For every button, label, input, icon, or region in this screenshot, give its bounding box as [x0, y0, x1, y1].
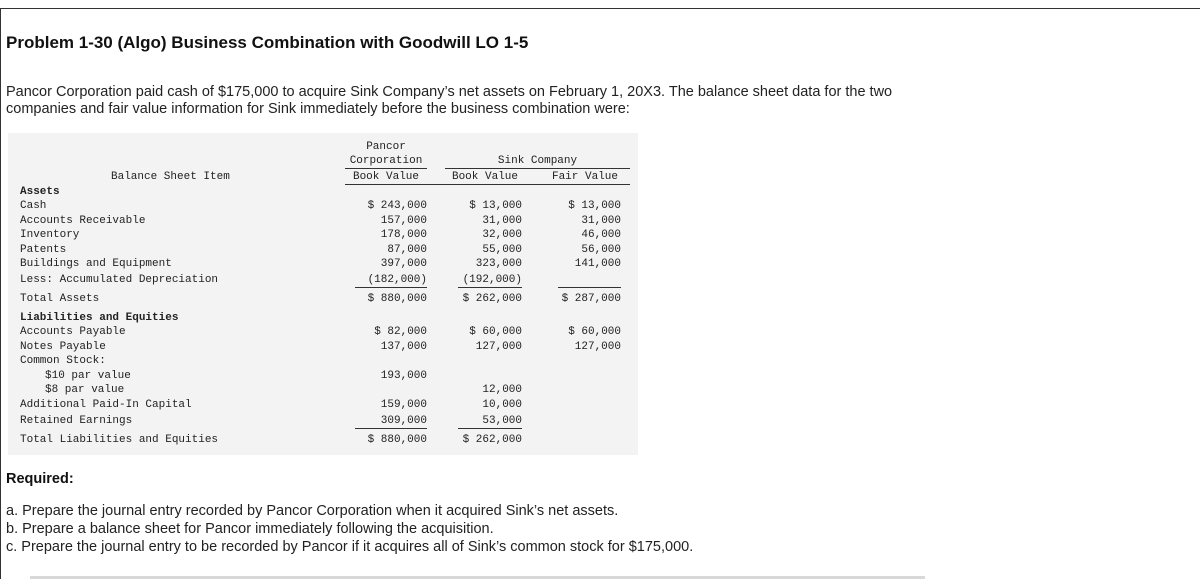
row-label-10-par: $10 par value	[45, 370, 131, 382]
header-pancor-rule	[345, 168, 427, 169]
frame-left-border	[0, 8, 1, 579]
sink-book-apic: 10,000	[482, 399, 522, 411]
pancor-assets-subtotal-rule	[355, 287, 427, 288]
sink-book-np: 127,000	[475, 341, 522, 353]
problem-intro: Pancor Corporation paid cash of $175,000 to acquire Sink Company’s net assets on February 1, 20X3. The balance sheet data for the two companies and fair value information for Sink immediately before the business combination were:	[6, 84, 893, 117]
sink-fair-assets-subtotal-rule	[558, 287, 621, 288]
pancor-retained-earnings: 309,000	[380, 415, 427, 427]
row-label-cash: Cash	[20, 200, 47, 212]
header-balance-sheet-item: Balance Sheet Item	[111, 171, 230, 183]
row-label-total-liabilities-equities: Total Liabilities and Equities	[20, 434, 219, 446]
row-label-common-stock: Common Stock:	[20, 355, 106, 367]
pancor-patents: 87,000	[387, 244, 427, 256]
header-bottom-rule	[345, 184, 630, 185]
required-item-a: a. Prepare the journal entry recorded by Pancor Corporation when it acquired Sink’s net assets.	[6, 503, 619, 519]
header-sink-rule	[445, 168, 630, 169]
balance-sheet-table	[8, 133, 638, 455]
pancor-inventory: 178,000	[380, 229, 427, 241]
sink-fair-cash: $ 13,000	[568, 200, 621, 212]
header-pancor-line1: Pancor	[366, 141, 406, 153]
pancor-apic: 159,000	[380, 399, 427, 411]
row-label-retained-earnings: Retained Earnings	[20, 415, 133, 427]
row-label-notes-payable: Notes Payable	[20, 341, 106, 353]
sink-book-buildings: 323,000	[475, 258, 522, 270]
sink-fair-ar: 31,000	[581, 215, 621, 227]
row-label-assets: Assets	[20, 186, 60, 198]
sink-fair-np: 127,000	[574, 341, 621, 353]
frame-top-border	[0, 8, 1200, 9]
row-label-buildings-equipment: Buildings and Equipment	[20, 258, 172, 270]
pancor-common-10-par: 193,000	[380, 370, 427, 382]
sink-fair-total-assets: $ 287,000	[561, 293, 621, 305]
pancor-acc-dep: (182,000)	[367, 274, 427, 286]
sink-book-equity-subtotal-rule	[458, 428, 522, 429]
row-label-apic: Additional Paid-In Capital	[20, 399, 192, 411]
pancor-equity-subtotal-rule	[355, 428, 427, 429]
row-label-total-assets: Total Assets	[20, 293, 100, 305]
sink-book-inventory: 32,000	[482, 229, 522, 241]
header-sink-fair-value: Fair Value	[551, 171, 618, 183]
sink-book-cash: $ 13,000	[469, 200, 522, 212]
row-label-patents: Patents	[20, 244, 67, 256]
row-label-liabilities-equities: Liabilities and Equities	[20, 312, 179, 324]
sink-fair-buildings: 141,000	[574, 258, 621, 270]
row-label-inventory: Inventory	[20, 229, 80, 241]
sink-book-common-8-par: 12,000	[482, 384, 522, 396]
problem-title: Problem 1-30 (Algo) Business Combination with Goodwill LO 1-5	[6, 33, 529, 52]
header-pancor-book-value: Book Value	[352, 171, 419, 183]
sink-book-patents: 55,000	[482, 244, 522, 256]
required-item-b: b. Prepare a balance sheet for Pancor immediately following the acquisition.	[6, 521, 494, 537]
sink-fair-ap: $ 60,000	[568, 326, 621, 338]
pancor-cash: $ 243,000	[367, 200, 427, 212]
sink-book-retained-earnings: 53,000	[482, 415, 522, 427]
pancor-np: 137,000	[380, 341, 427, 353]
pancor-ar: 157,000	[380, 215, 427, 227]
header-sink-book-value: Book Value	[451, 171, 518, 183]
row-label-8-par: $8 par value	[45, 384, 125, 396]
row-label-accounts-payable: Accounts Payable	[20, 326, 126, 338]
header-pancor-line2: Corporation	[349, 155, 423, 167]
pancor-buildings: 397,000	[380, 258, 427, 270]
sink-book-assets-subtotal-rule	[458, 287, 522, 288]
sink-book-total-assets: $ 262,000	[462, 293, 522, 305]
pancor-total-liab-equity: $ 880,000	[367, 434, 427, 446]
row-label-accounts-receivable: Accounts Receivable	[20, 215, 146, 227]
required-item-c: c. Prepare the journal entry to be recorded by Pancor if it acquires all of Sink’s common stock for $175,000.	[6, 539, 694, 555]
required-label: Required:	[6, 471, 74, 487]
pancor-total-assets: $ 880,000	[367, 293, 427, 305]
sink-book-ap: $ 60,000	[469, 326, 522, 338]
pancor-ap: $ 82,000	[374, 326, 427, 338]
sink-fair-patents: 56,000	[581, 244, 621, 256]
sink-book-total-liab-equity: $ 262,000	[462, 434, 522, 446]
sink-fair-inventory: 46,000	[581, 229, 621, 241]
header-sink-company: Sink Company	[497, 155, 578, 167]
sink-book-acc-dep: (192,000)	[462, 274, 522, 286]
required-list	[6, 502, 693, 556]
row-label-accumulated-depreciation: Less: Accumulated Depreciation	[20, 274, 219, 286]
sink-book-ar: 31,000	[482, 215, 522, 227]
